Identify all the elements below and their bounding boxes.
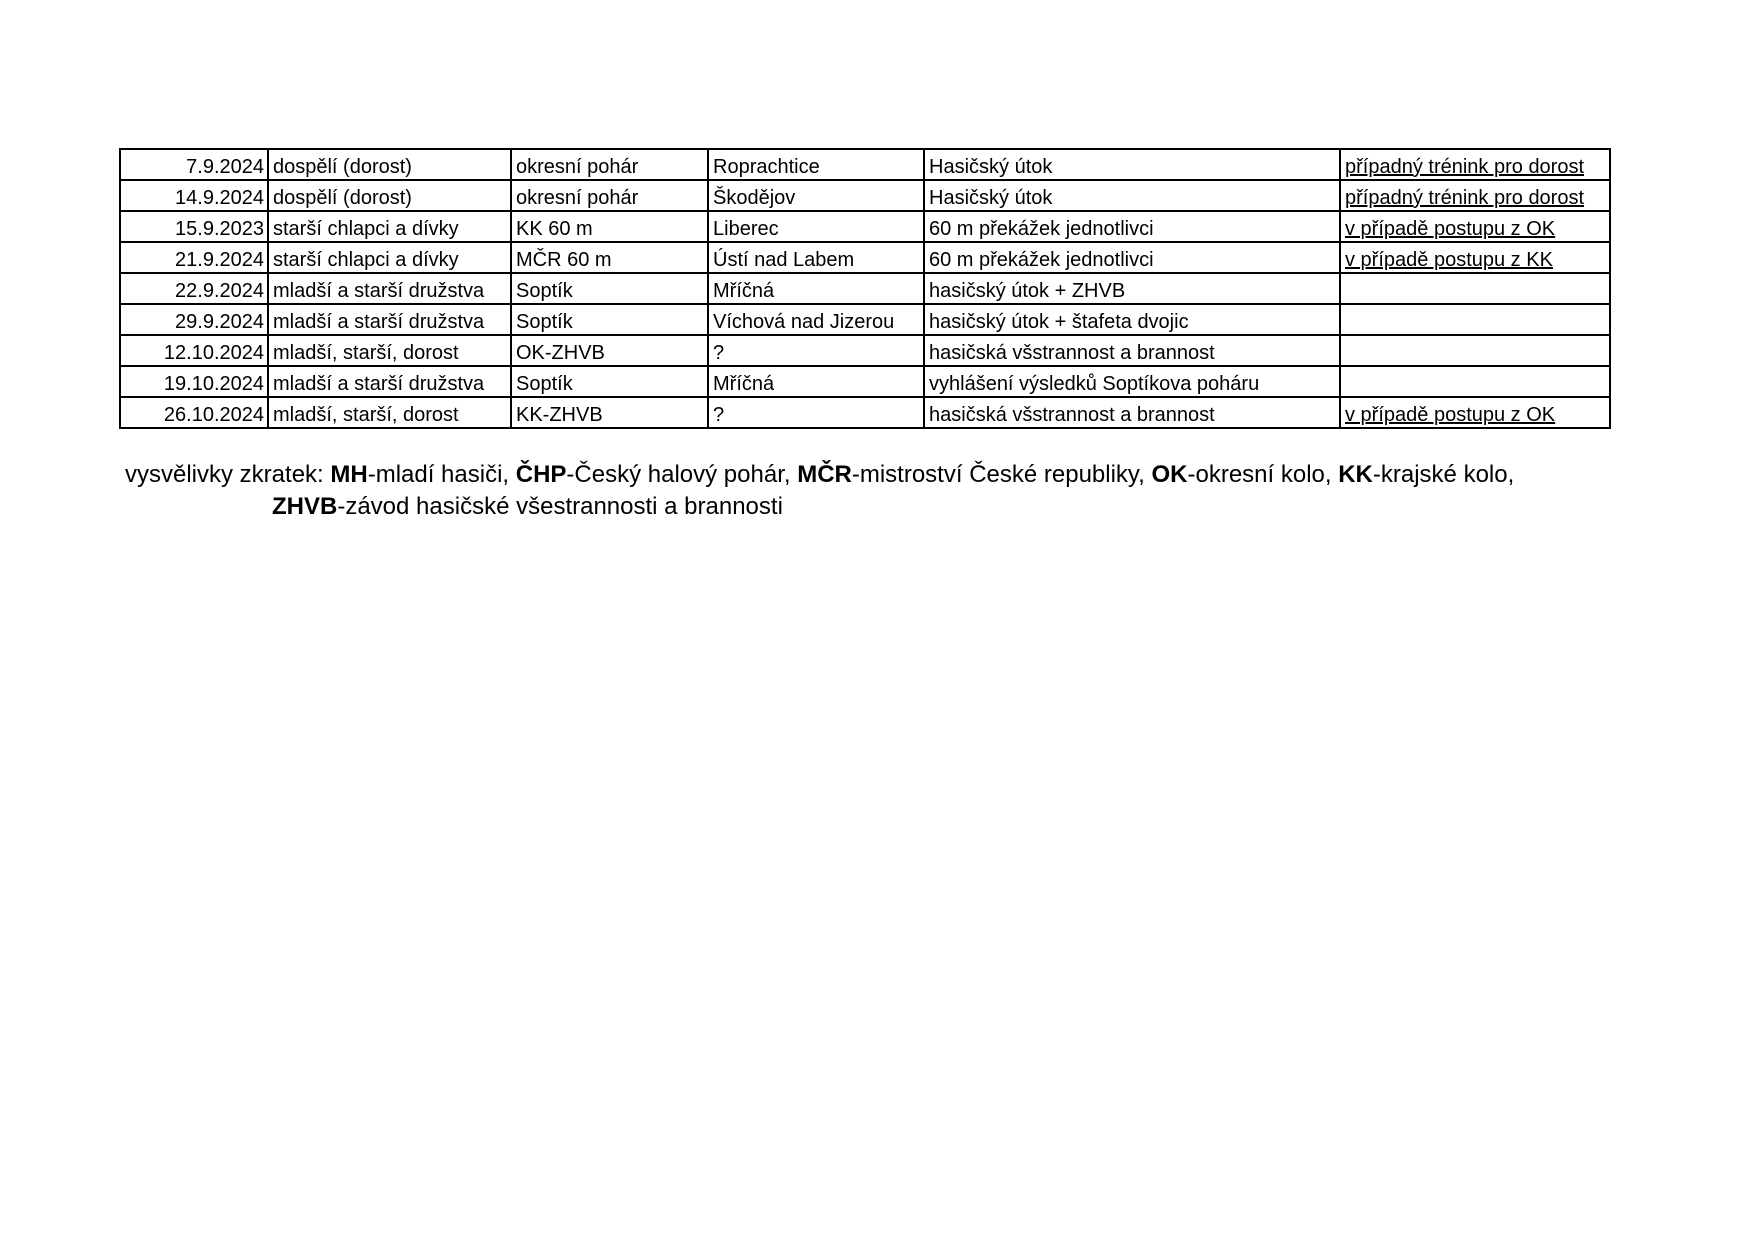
- table-row: [120, 211, 1610, 242]
- legend-abbr-zhvb: ZHVB: [272, 493, 338, 520]
- cell-competition: KK 60 m: [511, 211, 708, 242]
- cell-category: mladší a starší družstva: [268, 304, 511, 335]
- table-row: [120, 242, 1610, 273]
- table-row: [120, 366, 1610, 397]
- cell-competition: Soptík: [511, 304, 708, 335]
- table-row: [120, 335, 1610, 366]
- table-row: [120, 304, 1610, 335]
- cell-date: 19.10.2024: [120, 366, 268, 397]
- legend-prefix: vysvělivky zkratek:: [125, 461, 331, 488]
- cell-category: mladší, starší, dorost: [268, 397, 511, 428]
- cell-competition: okresní pohár: [511, 149, 708, 180]
- cell-discipline: hasičská všstrannost a brannost: [924, 335, 1340, 366]
- cell-date: 12.10.2024: [120, 335, 268, 366]
- cell-competition: Soptík: [511, 273, 708, 304]
- cell-place: Liberec: [708, 211, 924, 242]
- cell-competition: OK-ZHVB: [511, 335, 708, 366]
- cell-category: starší chlapci a dívky: [268, 211, 511, 242]
- legend-text-chp: -Český halový pohár,: [566, 461, 798, 488]
- cell-category: dospělí (dorost): [268, 180, 511, 211]
- cell-place: Ústí nad Labem: [708, 242, 924, 273]
- cell-competition: MČR 60 m: [511, 242, 708, 273]
- cell-category: mladší a starší družstva: [268, 366, 511, 397]
- cell-competition: KK-ZHVB: [511, 397, 708, 428]
- cell-place: Škodějov: [708, 180, 924, 211]
- legend-abbr-kk: KK: [1338, 461, 1373, 488]
- legend-abbr-ok: OK: [1151, 461, 1188, 488]
- cell-discipline: Hasičský útok: [924, 149, 1340, 180]
- cell-note: případný trénink pro dorost: [1340, 180, 1610, 211]
- cell-category: mladší, starší, dorost: [268, 335, 511, 366]
- cell-category: dospělí (dorost): [268, 149, 511, 180]
- schedule-table-body: [120, 149, 1610, 428]
- cell-date: 21.9.2024: [120, 242, 268, 273]
- cell-note: [1340, 273, 1610, 304]
- cell-place: ?: [708, 397, 924, 428]
- table-row: [120, 149, 1610, 180]
- cell-category: mladší a starší družstva: [268, 273, 511, 304]
- legend-abbr-mh: MH: [330, 461, 368, 488]
- cell-note: [1340, 366, 1610, 397]
- cell-discipline: hasičský útok + ZHVB: [924, 273, 1340, 304]
- schedule-table: [119, 148, 1611, 429]
- cell-date: 22.9.2024: [120, 273, 268, 304]
- cell-note: [1340, 304, 1610, 335]
- legend-line-1: [125, 459, 1514, 491]
- cell-date: 7.9.2024: [120, 149, 268, 180]
- cell-category: starší chlapci a dívky: [268, 242, 511, 273]
- legend-abbr-chp: ČHP: [515, 461, 567, 488]
- cell-date: 29.9.2024: [120, 304, 268, 335]
- legend-text-zhvb: -závod hasičské všestrannosti a brannosti: [337, 493, 783, 520]
- cell-note: v případě postupu z KK: [1340, 242, 1610, 273]
- cell-discipline: hasičský útok + štafeta dvojic: [924, 304, 1340, 335]
- cell-note: v případě postupu z OK: [1340, 211, 1610, 242]
- cell-place: ?: [708, 335, 924, 366]
- cell-discipline: Hasičský útok: [924, 180, 1340, 211]
- legend-text-ok: -okresní kolo,: [1187, 461, 1339, 488]
- cell-note: případný trénink pro dorost: [1340, 149, 1610, 180]
- legend-text-kk: -krajské kolo,: [1372, 461, 1515, 488]
- cell-discipline: vyhlášení výsledků Soptíkova poháru: [924, 366, 1340, 397]
- cell-discipline: 60 m překážek jednotlivci: [924, 211, 1340, 242]
- table-row: [120, 273, 1610, 304]
- legend-line-2: [125, 491, 1514, 523]
- abbreviation-legend: [125, 459, 1514, 523]
- legend-text-mcr: -mistroství České republiky,: [851, 461, 1152, 488]
- cell-place: Mříčná: [708, 273, 924, 304]
- cell-note: v případě postupu z OK: [1340, 397, 1610, 428]
- cell-date: 15.9.2023: [120, 211, 268, 242]
- table-row: [120, 180, 1610, 211]
- cell-place: Roprachtice: [708, 149, 924, 180]
- table-row: [120, 397, 1610, 428]
- legend-text-mh: -mladí hasiči,: [367, 461, 516, 488]
- cell-competition: Soptík: [511, 366, 708, 397]
- cell-place: Mříčná: [708, 366, 924, 397]
- cell-date: 26.10.2024: [120, 397, 268, 428]
- cell-date: 14.9.2024: [120, 180, 268, 211]
- cell-place: Víchová nad Jizerou: [708, 304, 924, 335]
- cell-competition: okresní pohár: [511, 180, 708, 211]
- cell-discipline: 60 m překážek jednotlivci: [924, 242, 1340, 273]
- cell-note: [1340, 335, 1610, 366]
- legend-abbr-mcr: MČR: [797, 461, 852, 488]
- cell-discipline: hasičská všstrannost a brannost: [924, 397, 1340, 428]
